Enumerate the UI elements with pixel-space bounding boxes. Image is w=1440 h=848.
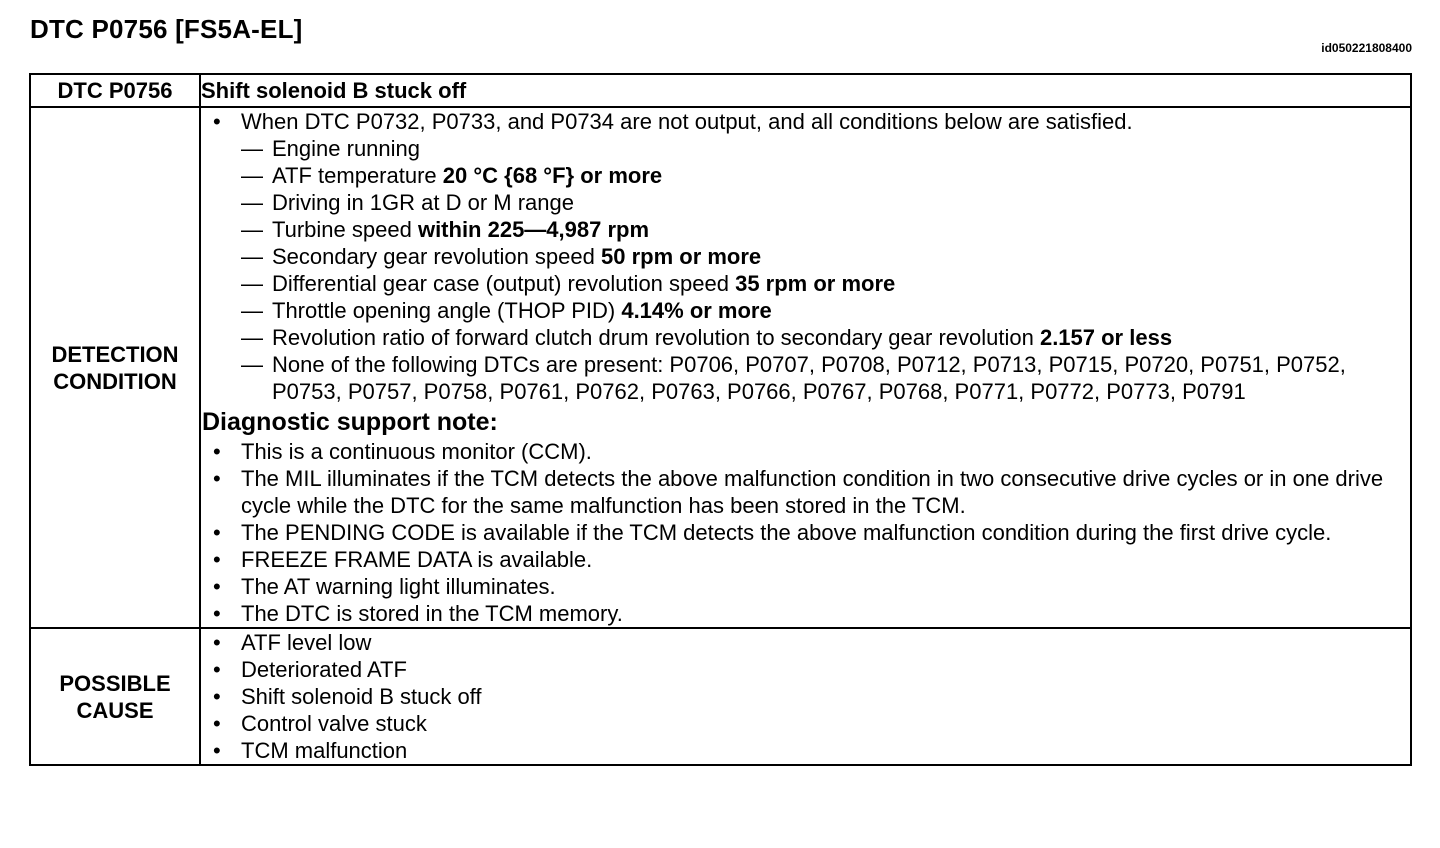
detection-condition-label [30,107,200,628]
cause-label-line2: CAUSE [76,697,154,723]
table-header-row [30,74,1411,107]
condition-text: None of the following DTCs are present: P0706, P0707, P0708, P0712, P0713, P0715, P0720, P0751, P0752, P0753, P0757, P0758, P0761, P0762, P0763, P0766, P0767, P0768, P0771, P0772, P0773, P0791 [272,352,1346,404]
condition-text: Revolution ratio of forward clutch drum revolution to secondary gear revolution [272,325,1040,350]
cause-item: • TCM malfunction [201,737,1410,764]
diagnostic-note-list [201,438,1410,627]
cause-label-line1: POSSIBLE [59,670,171,696]
note-item: • The AT warning light illuminates. [201,573,1410,600]
condition-item [241,162,1410,189]
condition-text: Engine running [272,136,421,161]
condition-text: ATF temperature [272,163,443,188]
dtc-description-cell: Shift solenoid B stuck off [200,74,1411,107]
condition-text: Throttle opening angle (THOP PID) [272,298,622,323]
cause-item: • Deteriorated ATF [201,656,1410,683]
cause-item: • Shift solenoid B stuck off [201,683,1410,710]
document-id: id050221808400 [1321,41,1412,55]
condition-text: Turbine speed [272,217,418,242]
condition-item [241,135,1410,162]
condition-value: 35 rpm or more [735,271,896,296]
possible-cause-label [30,628,200,765]
detection-condition-content [200,107,1411,628]
detection-condition-row [30,107,1411,628]
condition-text: Secondary gear revolution speed [272,244,601,269]
detection-label-line2: CONDITION [53,368,177,394]
detection-label-line1: DETECTION [51,341,179,367]
note-item: • FREEZE FRAME DATA is available. [201,546,1410,573]
cause-item: • Control valve stuck [201,710,1410,737]
condition-value: within 225—4,987 rpm [417,217,650,242]
note-item: • The MIL illuminates if the TCM detects the above malfunction condition in two consecutive drive cycles or in one drive cycle while the DTC for the same malfunction has been stored in the TCM. [201,465,1410,519]
condition-item [241,270,1410,297]
condition-item [241,324,1410,351]
condition-value: 4.14% or more [621,298,772,323]
condition-value: 50 rpm or more [601,244,762,269]
note-item: • This is a continuous monitor (CCM). [201,438,1410,465]
condition-item [241,351,1410,405]
condition-value: 2.157 or less [1039,325,1173,350]
condition-item [241,297,1410,324]
detection-intro-list [201,108,1410,405]
condition-item [241,189,1410,216]
condition-text: Differential gear case (output) revolution speed [272,271,736,296]
dtc-table [29,73,1412,766]
detection-intro-item [201,108,1410,405]
detection-intro-text: When DTC P0732, P0733, and P0734 are not output, and all conditions below are satisfied. [241,109,1133,134]
condition-list [241,135,1410,405]
possible-cause-row [30,628,1411,765]
page-title: DTC P0756 [FS5A-EL] [30,14,303,44]
cause-item: • ATF level low [201,629,1410,656]
dtc-code-cell: DTC P0756 [30,74,200,107]
diagnostic-note-heading: Diagnostic support note: [202,408,498,436]
note-item: • The DTC is stored in the TCM memory. [201,600,1410,627]
condition-item [241,243,1410,270]
condition-item [241,216,1410,243]
condition-text: Driving in 1GR at D or M range [272,190,574,215]
note-item: • The PENDING CODE is available if the TCM detects the above malfunction condition during the first drive cycle. [201,519,1410,546]
cause-list [201,629,1410,764]
possible-cause-content [200,628,1411,765]
condition-value: 20 °C {68 °F} or more [442,163,663,188]
